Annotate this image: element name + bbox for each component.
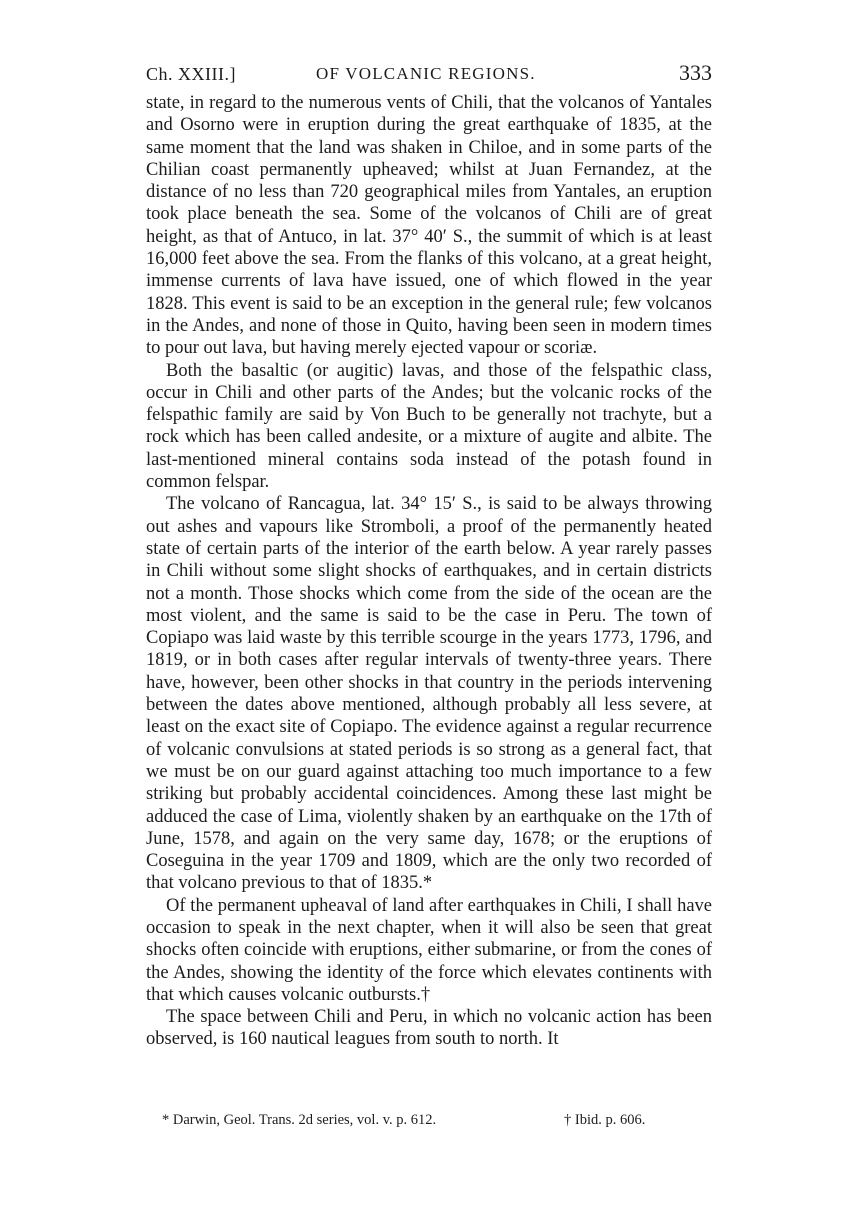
- footnote-darwin: * Darwin, Geol. Trans. 2d series, vol. v. p. 612.: [162, 1112, 437, 1128]
- paragraph-upheaval: Of the permanent upheaval of land after earthquakes in Chili, I shall have occasion to speak in the next chapter, when it will also be seen that great shocks often coincide with eruptions, either submarine, or from the cones of the Andes, showing the identity of the force which elevates continents with that which causes volcanic outbursts.†: [146, 895, 712, 1005]
- page-number: 333: [679, 60, 712, 85]
- body-text: [146, 92, 712, 1051]
- footnote-ibid: † Ibid. p. 606.: [564, 1112, 646, 1128]
- paragraph-chili-peru: The space between Chili and Peru, in which no volcanic action has been observed, is 160 nautical leagues from south to north. It: [146, 1007, 712, 1050]
- paragraph-rancagua: The volcano of Rancagua, lat. 34° 15′ S., is said to be always throwing out ashes and vapours like Stromboli, a proof of the permanently heated state of certain parts of the interior of the earth below. A year rarely passes in Chili without some slight shocks of earthquakes, and in certain districts not a month. Those shocks which come from the side of the ocean are the most violent, and the same is said to be the case in Peru. The town of Copiapo was laid waste by this terrible scourge in the years 1773, 1796, and 1819, or in both cases after regular intervals of twenty-three years. There have, however, been other shocks in that country in the periods intervening between the dates above mentioned, although probably all less severe, at least on the exact site of Copiapo. The evidence against a regular recurrence of volcanic convulsions at stated periods is so strong as a general fact, that we must be on our guard against attaching too much importance to a few striking but probably accidental coincidences. Among these last might be adduced the case of Lima, violently shaken by an earthquake on the 17th of June, 1578, and again on the very same day, 1678; or the eruptions of Coseguina in the year 1709 and 1809, which are the only two recorded of that volcano previous to that of 1835.*: [146, 494, 712, 894]
- running-title: OF VOLCANIC REGIONS.: [316, 64, 536, 83]
- chapter-reference: Ch. XXIII.]: [146, 64, 236, 84]
- paragraph-lavas: Both the basaltic (or augitic) lavas, and those of the felspathic class, occur in Chili and other parts of the Andes; but the volcanic rocks of the felspathic family are said by Von Buch to be generally not trachyte, but a rock which has been called andesite, or a mixture of augite and albite. The last-mentioned mineral contains soda instead of the potash found in common felspar.: [146, 360, 712, 493]
- running-head: [146, 60, 712, 88]
- paragraph-continued: state, in regard to the numerous vents of Chili, that the volcanos of Yantales and Osorno were in eruption during the great earthquake of 1835, at the same moment that the land was shaken in Chiloe, and in some parts of the Chilian coast permanently upheaved; whilst at Juan Fernandez, at the distance of no less than 720 geographical miles from Yantales, an eruption took place beneath the sea. Some of the volcanos of Chili are of great height, as that of Antuco, in lat. 37° 40′ S., the summit of which is at least 16,000 feet above the sea. From the flanks of this volcano, at a great height, immense currents of lava have issued, one of which flowed in the year 1828. This event is said to be an exception in the general rule; few volcanos in the Andes, and none of those in Quito, having been seen in modern times to pour out lava, but having merely ejected vapour or scoriæ.: [146, 93, 712, 359]
- footnotes: [146, 1108, 712, 1132]
